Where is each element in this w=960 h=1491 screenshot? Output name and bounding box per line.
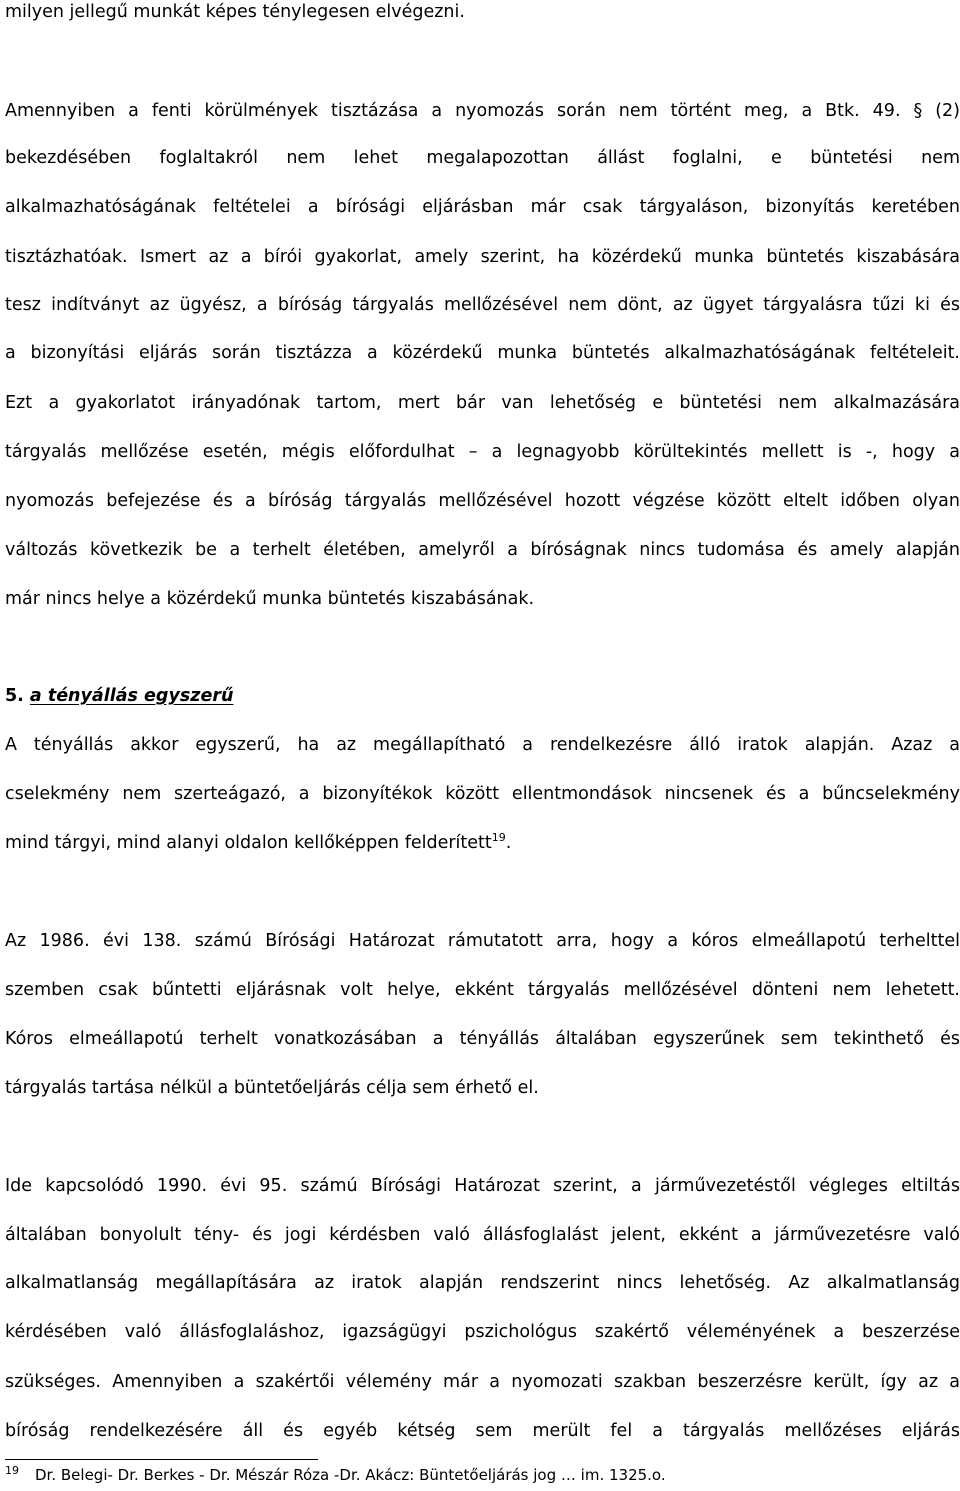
paragraph-line: nyomozás befejezése és a bíróság tárgyalás mellőzésével hozott végzése között eltelt időben olyan	[5, 491, 960, 511]
paragraph-line: Kóros elmeállapotú terhelt vonatkozásában a tényállás általában egyszerűnek sem tekinthető és	[5, 1029, 960, 1049]
paragraph-line	[5, 831, 960, 855]
paragraph-line: Ide kapcsolódó 1990. évi 95. számú Bírósági Határozat szerint, a járművezetéstől végleges eltiltás	[5, 1176, 960, 1196]
paragraph-line: szemben csak bűntetti eljárásnak volt helye, ekként tárgyalás mellőzésével dönteni nem lehetett.	[5, 980, 960, 1000]
paragraph-line: kérdésében való állásfoglaláshoz, igazságügyi pszichológus szakértő véleményének a beszerzése	[5, 1322, 960, 1342]
section-heading	[5, 684, 960, 708]
paragraph-line: tisztázhatóak. Ismert az a bírói gyakorlat, amely szerint, ha közérdekű munka büntetés kiszabására	[5, 247, 960, 267]
footnote-text: Dr. Belegi- Dr. Berkes - Dr. Mészár Róza -Dr. Akácz: Büntetőeljárás jog … im. 1325.o.	[35, 1466, 666, 1484]
paragraph-line: alkalmazhatóságának feltételei a bírósági eljárásban már csak tárgyaláson, bizonyítás keretében	[5, 197, 960, 217]
paragraph-line: tárgyalás mellőzése esetén, mégis előfordulhat – a legnagyobb körültekintés mellett is -, hogy a	[5, 442, 960, 462]
paragraph-line: változás következik be a terhelt életében, amelyről a bíróságnak nincs tudomása és amely alapján	[5, 540, 960, 560]
paragraph-line: Az 1986. évi 138. számú Bírósági Határozat rámutatott arra, hogy a kóros elmeállapotú terhelttel	[5, 931, 960, 951]
paragraph-line: szükséges. Amennyiben a szakértői vélemény már a nyomozati szakban beszerzésre került, így az a	[5, 1372, 960, 1392]
paragraph-line: alkalmatlanság megállapítására az iratok alapján rendszerint nincs lehetőség. Az alkalmatlanság	[5, 1273, 960, 1293]
paragraph-line: tesz indítványt az ügyész, a bíróság tárgyalás mellőzésével nem dönt, az ügyet tárgyalásra tűzi ki és	[5, 295, 960, 315]
paragraph-line: Ezt a gyakorlatot irányadónak tartom, mert bár van lehetőség e büntetési nem alkalmazására	[5, 393, 960, 413]
section-number: 5.	[5, 686, 24, 706]
paragraph-line: általában bonyolult tény- és jogi kérdésben való állásfoglalást jelent, ekként a járművezetésre való	[5, 1225, 960, 1245]
paragraph-text: mind tárgyi, mind alanyi oldalon kellőképpen felderített	[5, 833, 492, 853]
paragraph-line: bíróság rendelkezésére áll és egyéb kétség sem merült fel a tárgyalás mellőzéses eljárás	[5, 1421, 960, 1441]
paragraph-line: bekezdésében foglaltakról nem lehet megalapozottan állást foglalni, e büntetési nem	[5, 148, 960, 168]
sentence-end: .	[505, 833, 512, 853]
footnote: 19 Dr. Belegi- Dr. Berkes - Dr. Mészár Róza -Dr. Akácz: Büntetőeljárás jog … im. 1325.o.	[5, 1464, 666, 1484]
footnote-reference[interactable]: 19	[491, 831, 506, 845]
paragraph-line: a bizonyítási eljárás során tisztázza a közérdekű munka büntetés alkalmazhatóságának feltételeit.	[5, 343, 960, 363]
paragraph-line: cselekmény nem szerteágazó, a bizonyítékok között ellentmondások nincsenek és a bűncselekmény	[5, 784, 960, 804]
paragraph-line: tárgyalás tartása nélkül a büntetőeljárás célja sem érhető el.	[5, 1078, 539, 1098]
footnote-separator	[5, 1459, 318, 1460]
paragraph-line: Amennyiben a fenti körülmények tisztázása a nyomozás során nem történt meg, a Btk. 49. § (2)	[5, 101, 960, 121]
paragraph-line: A tényállás akkor egyszerű, ha az megállapítható a rendelkezésre álló iratok alapján. Azaz a	[5, 735, 960, 755]
paragraph-line: milyen jellegű munkát képes ténylegesen elvégezni.	[5, 2, 465, 22]
paragraph-line: már nincs helye a közérdekű munka büntetés kiszabásának.	[5, 589, 535, 609]
section-title: a tényállás egyszerű	[29, 686, 234, 706]
